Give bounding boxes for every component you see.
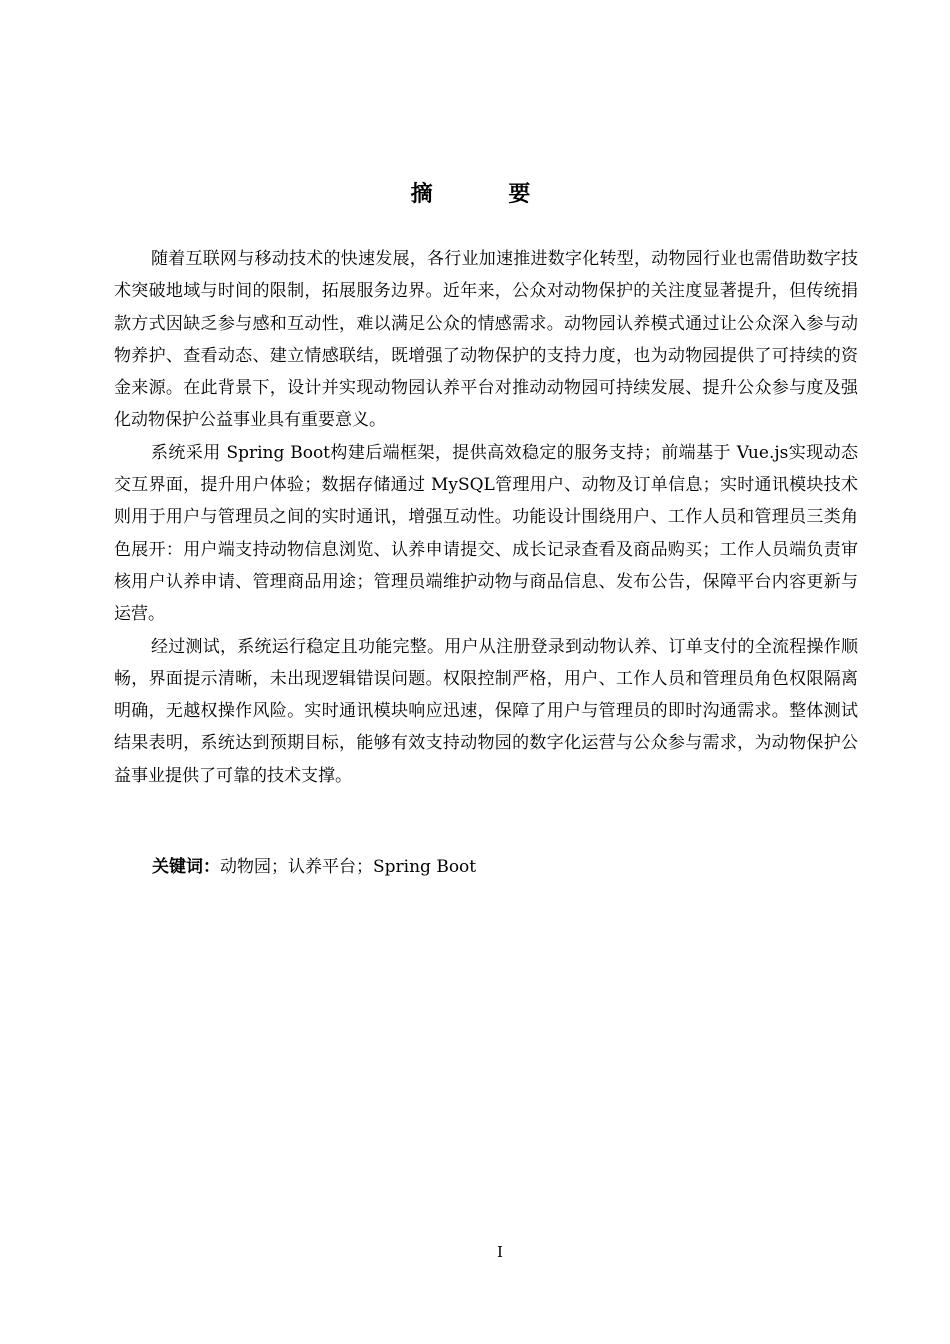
abstract-paragraph-1: 随着互联网与移动技术的快速发展，各行业加速推进数字化转型，动物园行业也需借助数字技术突破地域与时间的限制，拓展服务边界。近年来，公众对动物保护的关注度显著提升，但传统捐款方式因缺乏参与感和互动性，难以满足公众的情感需求。动物园认养模式通过让公众深入参与动物养护、查看动态、建立情感联结，既增强了动物保护的支持力度，也为动物园提供了可持续的资金来源。在此背景下，设计并实现动物园认养平台对推动动物园可持续发展、提升公众参与度及强化动物保护公益事业具有重要意义。: [114, 249, 858, 431]
abstract-title: 摘 要: [410, 181, 565, 207]
abstract-paragraph-2: 系统采用 Spring Boot构建后端框架，提供高效稳定的服务支持；前端基于 Vue.js实现动态交互界面，提升用户体验；数据存储通过 MySQL管理用户、动物及订单信息；实时通讯模块技术则用于用户与管理员之间的实时通讯，增强互动性。功能设计围绕用户、工作人员和管理员三类角色展开：用户端支持动物信息浏览、认养申请提交、成长记录查看及商品购买；工作人员端负责审核用户认养申请、管理商品用途；管理员端维护动物与商品信息、发布公告，保障平台内容更新与运营。: [114, 442, 858, 625]
abstract-body: [114, 243, 858, 792]
keywords-line: [152, 852, 476, 882]
keywords-value: 动物园；认养平台；Spring Boot: [220, 857, 477, 877]
abstract-paragraph-3: 经过测试，系统运行稳定且功能完整。用户从注册登录到动物认养、订单支付的全流程操作顺畅，界面提示清晰，未出现逻辑错误问题。权限控制严格，用户、工作人员和管理员角色权限隔离明确，无越权操作风险。实时通讯模块响应迅速，保障了用户与管理员的即时沟通需求。整体测试结果表明，系统达到预期目标，能够有效支持动物园的数字化运营与公众参与需求，为动物保护公益事业提供了可靠的技术支撑。: [114, 636, 858, 786]
page-number: I: [497, 1243, 503, 1261]
keywords-label: 关键词：: [152, 857, 220, 877]
